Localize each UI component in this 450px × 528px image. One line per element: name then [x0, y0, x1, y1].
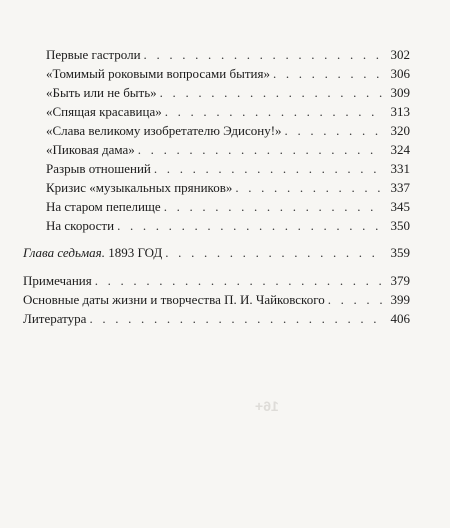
toc-entry[interactable]	[46, 123, 410, 138]
toc-leader-dots	[235, 180, 382, 195]
toc-entry-page: 379	[390, 273, 410, 288]
toc-entry[interactable]	[46, 218, 410, 233]
toc-entry[interactable]	[23, 292, 410, 307]
toc-entry-title: Первые гастроли	[46, 47, 141, 62]
toc-entry[interactable]	[46, 85, 410, 100]
toc-entry-page: 345	[390, 199, 410, 214]
toc-entry-title: «Быть или не быть»	[46, 85, 157, 100]
toc-entry[interactable]	[23, 273, 410, 288]
toc-chapter-entry[interactable]	[23, 245, 410, 260]
toc-entry-page: 313	[390, 104, 410, 119]
toc-leader-dots	[95, 273, 382, 288]
toc-leader-dots	[138, 142, 382, 157]
toc-entry-page: 324	[390, 142, 410, 157]
toc-leader-dots	[164, 199, 382, 214]
toc-entry-page: 337	[390, 180, 410, 195]
toc-entry-title: На старом пепелище	[46, 199, 161, 214]
toc-entry[interactable]	[46, 142, 410, 157]
toc-chapter-number: Глава седьмая.	[23, 245, 105, 260]
toc-entry[interactable]	[46, 161, 410, 176]
toc-entry[interactable]	[23, 311, 410, 326]
toc-chapter-name: 1893 ГОД	[104, 245, 163, 260]
toc-entry-page: 359	[390, 245, 410, 260]
toc-leader-dots	[117, 218, 382, 233]
toc-entry-page: 309	[390, 85, 410, 100]
toc-entry[interactable]	[46, 66, 410, 81]
toc-leader-dots	[165, 104, 382, 119]
toc-entry-title: Основные даты жизни и творчества П. И. Чайковского	[23, 292, 325, 307]
toc-entry[interactable]	[46, 180, 410, 195]
toc-entry-title: На скорости	[46, 218, 115, 233]
toc-entry[interactable]	[46, 47, 410, 62]
toc-entry-title: Примечания	[23, 273, 92, 288]
toc-leader-dots	[160, 85, 382, 100]
toc-leader-dots	[89, 311, 382, 326]
toc-entry[interactable]	[46, 199, 410, 214]
toc-entry[interactable]	[46, 104, 410, 119]
toc-leader-dots	[154, 161, 382, 176]
toc-entry-page: 306	[390, 66, 410, 81]
toc-leader-dots	[165, 245, 382, 260]
toc-entry-page: 399	[390, 292, 410, 307]
toc-leader-dots	[328, 292, 382, 307]
toc-leader-dots	[285, 123, 382, 138]
toc-entry-title: «Спящая красавица»	[46, 104, 162, 119]
toc-entry-title: Литература	[23, 311, 87, 326]
toc-entry-title: «Томимый роковыми вопросами бытия»	[46, 66, 270, 81]
bleed-through-mark: 16+	[255, 398, 279, 414]
toc-entry-page: 350	[390, 218, 410, 233]
toc-entry-title: «Слава великому изобретателю Эдисону!»	[46, 123, 282, 138]
toc-entry-title: Разрыв отношений	[46, 161, 151, 176]
toc-leader-dots	[273, 66, 382, 81]
toc-entry-title: «Пиковая дама»	[46, 142, 135, 157]
toc-entry-page: 302	[390, 47, 410, 62]
toc-leader-dots	[144, 47, 382, 62]
toc-entry-page: 320	[390, 123, 410, 138]
toc-entry-page: 331	[390, 161, 410, 176]
toc-chapter-title	[23, 245, 162, 260]
toc-entry-title: Кризис «музыкальных пряников»	[46, 180, 233, 195]
toc-entry-page: 406	[390, 311, 410, 326]
